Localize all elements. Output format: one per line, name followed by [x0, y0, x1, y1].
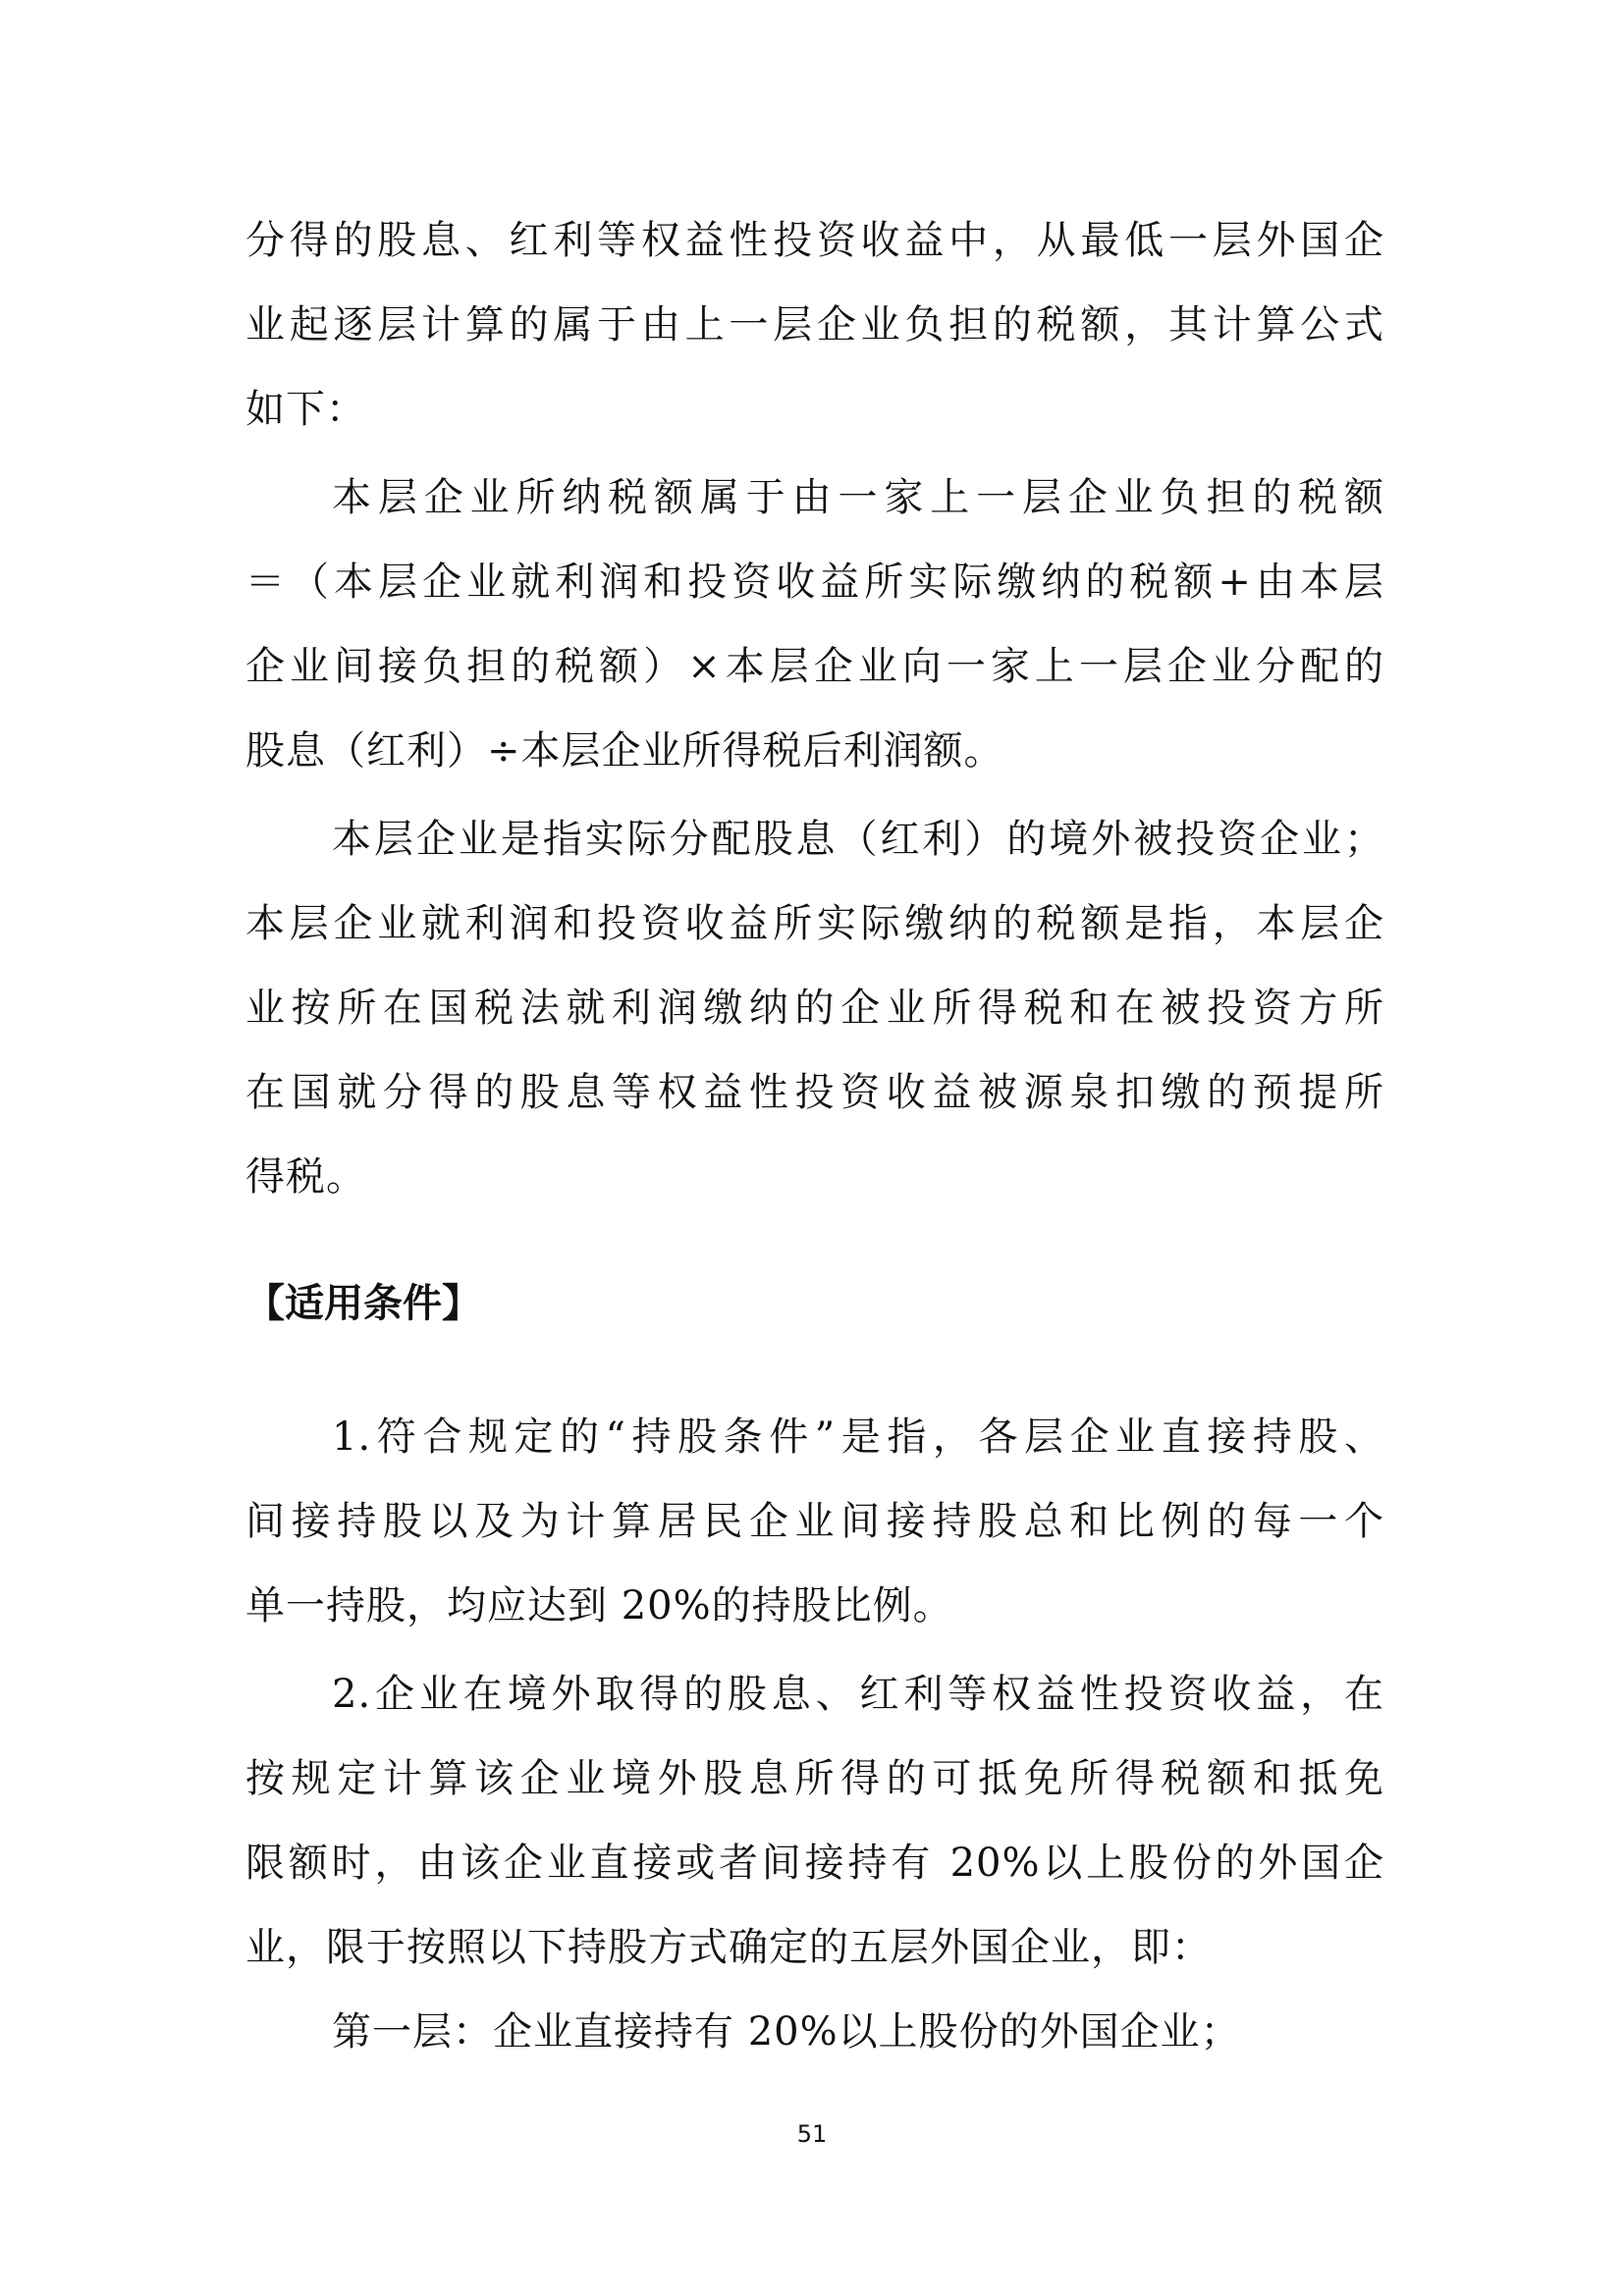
paragraph-line: 如下： [245, 387, 366, 432]
paragraph-line: 分得的股息、红利等权益性投资收益中，从最低一层外国企 [245, 218, 1384, 263]
formula-line: 企业间接负担的税额）×本层企业向一家上一层企业分配的 [245, 644, 1384, 689]
formula-line: ＝（本层企业就利润和投资收益所实际缴纳的税额+由本层 [245, 560, 1384, 605]
paragraph-line: 业按所在国税法就利润缴纳的企业所得税和在被投资方所 [245, 986, 1384, 1031]
list-item-line: 第一层：企业直接持有 20%以上股份的外国企业； [332, 2009, 1241, 2055]
list-item-line: 限额时，由该企业直接或者间接持有 20%以上股份的外国企 [245, 1841, 1384, 1886]
list-item-line: 按规定计算该企业境外股息所得的可抵免所得税额和抵免 [245, 1756, 1384, 1801]
formula-line: 本层企业所纳税额属于由一家上一层企业负担的税额 [332, 475, 1384, 520]
paragraph-line: 得税。 [245, 1154, 366, 1200]
page-number: 51 [796, 2120, 828, 2148]
list-item-line: 间接持股以及为计算居民企业间接持股总和比例的每一个 [245, 1499, 1384, 1544]
formula-line: 股息（红利）÷本层企业所得税后利润额。 [245, 728, 1004, 774]
list-item-line: 2.企业在境外取得的股息、红利等权益性投资收益，在 [332, 1672, 1384, 1717]
paragraph-line: 在国就分得的股息等权益性投资收益被源泉扣缴的预提所 [245, 1070, 1384, 1115]
list-item-line: 单一持股，均应达到 20%的持股比例。 [245, 1583, 953, 1629]
list-item-line: 1.符合规定的“持股条件”是指，各层企业直接持股、 [332, 1415, 1384, 1460]
paragraph-line: 本层企业就利润和投资收益所实际缴纳的税额是指，本层企 [245, 901, 1384, 946]
section-heading: 【适用条件】 [245, 1281, 481, 1326]
list-item-line: 业，限于按照以下持股方式确定的五层外国企业，即： [245, 1925, 1212, 1970]
paragraph-line: 业起逐层计算的属于由上一层企业负担的税额，其计算公式 [245, 302, 1384, 347]
paragraph-line: 本层企业是指实际分配股息（红利）的境外被投资企业； [332, 817, 1384, 862]
